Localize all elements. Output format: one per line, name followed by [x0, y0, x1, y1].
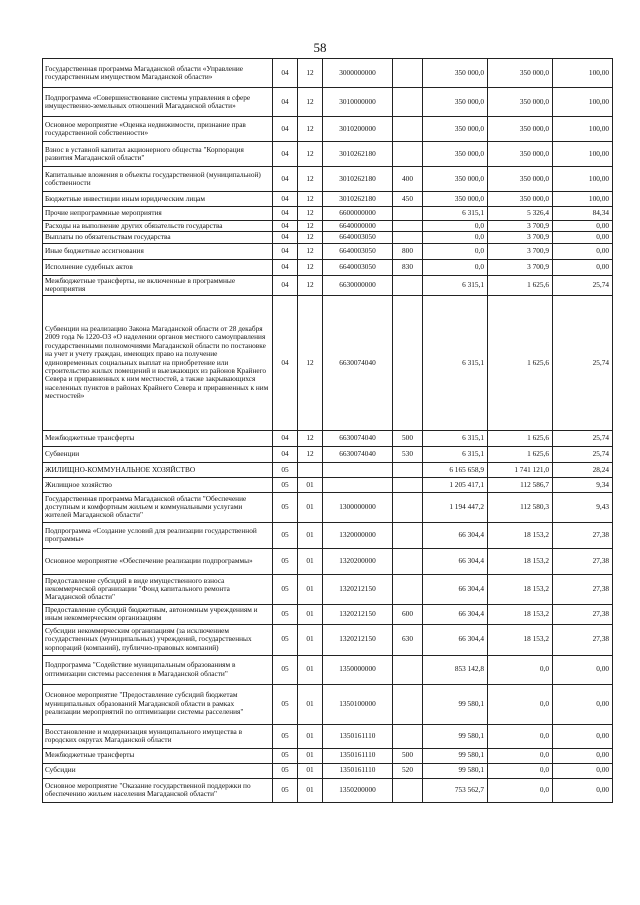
cell-name: Субвенции: [43, 446, 273, 462]
table-row: [43, 243, 613, 259]
cell-plan: 6 315,1: [423, 207, 488, 221]
cell-rz: 05: [273, 548, 298, 574]
cell-plan: 350 000,0: [423, 117, 488, 142]
cell-name: Предоставление субсидий в виде имущественного взноса некоммерческой организации "Фонд капитального ремонта Магаданской области": [43, 574, 273, 604]
cell-pct: 100,00: [553, 142, 613, 167]
cell-pct: 100,00: [553, 88, 613, 117]
cell-pr: 01: [298, 604, 323, 624]
cell-vr: 530: [393, 446, 423, 462]
table-row: [43, 724, 613, 748]
cell-name: Прочие непрограммные мероприятия: [43, 207, 273, 221]
cell-name: Жилищное хозяйство: [43, 477, 273, 492]
cell-csr: 3000000000: [323, 59, 393, 88]
cell-pr: 01: [298, 477, 323, 492]
table-row: [43, 778, 613, 802]
cell-name: Подпрограмма «Совершенствование системы управления в сфере имущественно-земельных отношений Магаданской области»: [43, 88, 273, 117]
table-row: [43, 221, 613, 232]
cell-csr: 3010000000: [323, 88, 393, 117]
cell-fact: 350 000,0: [488, 167, 553, 192]
cell-vr: [393, 778, 423, 802]
cell-name: Основное мероприятие "Оказание государственной поддержки по обеспечению жильем населения Магаданской области": [43, 778, 273, 802]
cell-fact: 0,0: [488, 684, 553, 724]
cell-csr: 6600000000: [323, 207, 393, 221]
cell-csr: 1350000000: [323, 655, 393, 684]
cell-vr: [393, 232, 423, 243]
cell-fact: 18 153,2: [488, 574, 553, 604]
cell-name: Основное мероприятие "Предоставление субсидий бюджетам муниципальных образований Магаданской области в рамках реализации мероприятий по оптимизации системы расселения": [43, 684, 273, 724]
cell-plan: 0,0: [423, 221, 488, 232]
cell-csr: 6640003050: [323, 259, 393, 275]
cell-name: Государственная программа Магаданской области "Обеспечение доступным и комфортным жильем и коммунальными услугами жителей Магаданской области": [43, 492, 273, 522]
cell-fact: 1 625,6: [488, 430, 553, 446]
cell-pr: 12: [298, 192, 323, 207]
cell-pct: 25,74: [553, 275, 613, 295]
cell-csr: [323, 477, 393, 492]
cell-name: Выплаты по обязательствам государства: [43, 232, 273, 243]
cell-name: Подпрограмма «Создание условий для реализации государственной программы»: [43, 522, 273, 548]
cell-plan: 853 142,8: [423, 655, 488, 684]
cell-plan: 6 165 658,9: [423, 462, 488, 477]
cell-pr: 12: [298, 275, 323, 295]
cell-rz: 04: [273, 88, 298, 117]
cell-fact: 3 700,9: [488, 243, 553, 259]
cell-plan: 66 304,4: [423, 548, 488, 574]
cell-pr: 01: [298, 763, 323, 778]
table-row: [43, 548, 613, 574]
cell-pr: 01: [298, 522, 323, 548]
cell-pct: 100,00: [553, 192, 613, 207]
table-row: [43, 492, 613, 522]
cell-vr: 630: [393, 624, 423, 655]
cell-fact: 1 625,6: [488, 295, 553, 430]
cell-csr: 6640000000: [323, 221, 393, 232]
cell-fact: 3 700,9: [488, 259, 553, 275]
cell-vr: 800: [393, 243, 423, 259]
cell-name: Расходы на выполнение других обязательств государства: [43, 221, 273, 232]
cell-name: Подпрограмма "Содействие муниципальным образованиям в оптимизации системы расселения в Магаданской области": [43, 655, 273, 684]
cell-vr: [393, 117, 423, 142]
cell-fact: 3 700,9: [488, 232, 553, 243]
cell-pct: 0,00: [553, 778, 613, 802]
cell-pr: 12: [298, 167, 323, 192]
cell-pr: 12: [298, 88, 323, 117]
cell-plan: 99 580,1: [423, 763, 488, 778]
cell-name: Иные бюджетные ассигнования: [43, 243, 273, 259]
cell-vr: [393, 492, 423, 522]
cell-csr: 6640003050: [323, 243, 393, 259]
cell-name: Исполнение судебных актов: [43, 259, 273, 275]
cell-plan: 350 000,0: [423, 142, 488, 167]
cell-vr: [393, 724, 423, 748]
cell-fact: 1 625,6: [488, 446, 553, 462]
cell-name: Восстановление и модернизация муниципального имущества в городских округах Магаданской области: [43, 724, 273, 748]
cell-pr: 12: [298, 295, 323, 430]
cell-plan: 6 315,1: [423, 275, 488, 295]
cell-csr: 1350161110: [323, 763, 393, 778]
cell-vr: [393, 221, 423, 232]
cell-fact: 350 000,0: [488, 117, 553, 142]
table-row: [43, 232, 613, 243]
cell-vr: [393, 655, 423, 684]
cell-rz: 04: [273, 259, 298, 275]
cell-pct: 0,00: [553, 748, 613, 763]
cell-fact: 350 000,0: [488, 88, 553, 117]
cell-csr: 1300000000: [323, 492, 393, 522]
cell-fact: 18 153,2: [488, 548, 553, 574]
table-row: [43, 655, 613, 684]
cell-plan: 1 194 447,2: [423, 492, 488, 522]
cell-pct: 9,43: [553, 492, 613, 522]
cell-pr: 01: [298, 684, 323, 724]
cell-plan: 1 205 417,1: [423, 477, 488, 492]
cell-name: Межбюджетные трансферты, не включенные в программные мероприятия: [43, 275, 273, 295]
table-row: [43, 259, 613, 275]
cell-fact: 0,0: [488, 655, 553, 684]
cell-name: Основное мероприятие «Оценка недвижимости, признание прав государственной собственности»: [43, 117, 273, 142]
cell-vr: [393, 548, 423, 574]
cell-rz: 04: [273, 117, 298, 142]
table-row: [43, 207, 613, 221]
cell-plan: 0,0: [423, 243, 488, 259]
cell-fact: 0,0: [488, 778, 553, 802]
cell-rz: 04: [273, 221, 298, 232]
cell-rz: 05: [273, 655, 298, 684]
cell-csr: 3010262180: [323, 167, 393, 192]
cell-fact: 18 153,2: [488, 604, 553, 624]
cell-vr: [393, 522, 423, 548]
cell-rz: 05: [273, 684, 298, 724]
cell-pr: 01: [298, 574, 323, 604]
cell-rz: 05: [273, 763, 298, 778]
table-row: [43, 275, 613, 295]
page-number: 58: [313, 40, 327, 55]
cell-vr: 500: [393, 748, 423, 763]
cell-rz: 05: [273, 574, 298, 604]
cell-fact: 350 000,0: [488, 142, 553, 167]
cell-name: Взнос в уставной капитал акционерного общества "Корпорация развития Магаданской области": [43, 142, 273, 167]
table-row: [43, 748, 613, 763]
budget-table: [42, 58, 613, 803]
cell-fact: 1 625,6: [488, 275, 553, 295]
cell-plan: 66 304,4: [423, 522, 488, 548]
table-row: [43, 684, 613, 724]
cell-rz: 04: [273, 207, 298, 221]
cell-pct: 100,00: [553, 167, 613, 192]
cell-pct: 27,38: [553, 574, 613, 604]
table-row: [43, 192, 613, 207]
cell-pct: 27,38: [553, 604, 613, 624]
cell-pr: 12: [298, 117, 323, 142]
cell-csr: 6630000000: [323, 275, 393, 295]
cell-vr: [393, 684, 423, 724]
table-row: [43, 59, 613, 88]
table-row: [43, 763, 613, 778]
cell-vr: 500: [393, 430, 423, 446]
cell-pr: 01: [298, 548, 323, 574]
table-row: [43, 430, 613, 446]
cell-vr: [393, 88, 423, 117]
budget-table-body: [43, 59, 613, 803]
cell-csr: 1320212150: [323, 574, 393, 604]
cell-rz: 05: [273, 522, 298, 548]
cell-rz: 04: [273, 59, 298, 88]
cell-pr: 12: [298, 446, 323, 462]
table-row: [43, 117, 613, 142]
cell-plan: 0,0: [423, 232, 488, 243]
cell-plan: 0,0: [423, 259, 488, 275]
cell-pr: 12: [298, 232, 323, 243]
cell-pct: 0,00: [553, 232, 613, 243]
cell-pr: 01: [298, 492, 323, 522]
cell-vr: 830: [393, 259, 423, 275]
cell-name: Субсидии: [43, 763, 273, 778]
cell-rz: 05: [273, 778, 298, 802]
cell-rz: 04: [273, 167, 298, 192]
cell-name: Предоставление субсидий бюджетным, автономным учреждениям и иным некоммерческим организациям: [43, 604, 273, 624]
cell-pr: 12: [298, 430, 323, 446]
cell-name: ЖИЛИЩНО-КОММУНАЛЬНОЕ ХОЗЯЙСТВО: [43, 462, 273, 477]
cell-csr: 3010262180: [323, 142, 393, 167]
cell-fact: 18 153,2: [488, 522, 553, 548]
cell-csr: 3010262180: [323, 192, 393, 207]
cell-rz: 04: [273, 192, 298, 207]
cell-plan: 99 580,1: [423, 748, 488, 763]
cell-plan: 6 315,1: [423, 446, 488, 462]
cell-pr: 12: [298, 142, 323, 167]
cell-pr: 12: [298, 259, 323, 275]
cell-vr: 400: [393, 167, 423, 192]
cell-vr: 450: [393, 192, 423, 207]
cell-name: Межбюджетные трансферты: [43, 430, 273, 446]
cell-rz: 04: [273, 446, 298, 462]
cell-fact: 1 741 121,0: [488, 462, 553, 477]
cell-csr: [323, 462, 393, 477]
cell-rz: 05: [273, 477, 298, 492]
cell-csr: 3010200000: [323, 117, 393, 142]
cell-rz: 05: [273, 724, 298, 748]
cell-plan: 350 000,0: [423, 167, 488, 192]
cell-name: Субсидии некоммерческим организациям (за исключением государственных (муниципальных) учреждений, государственных корпораций (компаний), публично-правовых компаний): [43, 624, 273, 655]
cell-fact: 0,0: [488, 763, 553, 778]
cell-plan: 350 000,0: [423, 59, 488, 88]
cell-pct: 28,24: [553, 462, 613, 477]
cell-vr: 600: [393, 604, 423, 624]
cell-pct: 0,00: [553, 259, 613, 275]
cell-vr: [393, 275, 423, 295]
cell-rz: 05: [273, 462, 298, 477]
cell-pct: 27,38: [553, 522, 613, 548]
cell-pr: 12: [298, 59, 323, 88]
cell-vr: [393, 207, 423, 221]
cell-csr: 1320000000: [323, 522, 393, 548]
table-row: [43, 522, 613, 548]
cell-rz: 05: [273, 604, 298, 624]
cell-pct: 25,74: [553, 446, 613, 462]
cell-pr: 01: [298, 724, 323, 748]
cell-pr: 01: [298, 655, 323, 684]
cell-rz: 04: [273, 142, 298, 167]
cell-fact: 18 153,2: [488, 624, 553, 655]
cell-fact: 0,0: [488, 748, 553, 763]
cell-rz: 05: [273, 492, 298, 522]
cell-pct: 84,34: [553, 207, 613, 221]
table-row: [43, 88, 613, 117]
cell-pct: 0,00: [553, 684, 613, 724]
cell-pr: 01: [298, 778, 323, 802]
cell-plan: 66 304,4: [423, 574, 488, 604]
cell-csr: 1350200000: [323, 778, 393, 802]
cell-name: Субвенции на реализацию Закона Магаданской области от 28 декабря 2009 года № 1220-ОЗ «О наделении органов местного самоуправления государственными полномочиями Магаданской области по постановке на учет и учету граждан, имеющих право на получение единовременных социальных выплат на приобретение или строительство жилых помещений и выезжающих из районов Крайнего Севера и приравненных к ним местностей, а также закрывающихся населенных пунктов в районах Крайнего Севера и приравненных к ним местностей»: [43, 295, 273, 430]
cell-rz: 04: [273, 243, 298, 259]
cell-rz: 04: [273, 275, 298, 295]
cell-pct: 9,34: [553, 477, 613, 492]
cell-pct: 100,00: [553, 59, 613, 88]
cell-vr: [393, 574, 423, 604]
cell-vr: [393, 462, 423, 477]
table-row: [43, 142, 613, 167]
cell-plan: 99 580,1: [423, 684, 488, 724]
cell-rz: 05: [273, 624, 298, 655]
cell-pr: 01: [298, 748, 323, 763]
cell-plan: 6 315,1: [423, 430, 488, 446]
table-row: [43, 167, 613, 192]
cell-pr: 01: [298, 624, 323, 655]
cell-pct: 25,74: [553, 295, 613, 430]
cell-pr: [298, 462, 323, 477]
cell-plan: 350 000,0: [423, 192, 488, 207]
cell-vr: [393, 142, 423, 167]
cell-plan: 350 000,0: [423, 88, 488, 117]
cell-pr: 12: [298, 243, 323, 259]
cell-fact: 350 000,0: [488, 192, 553, 207]
cell-pct: 0,00: [553, 763, 613, 778]
cell-pct: 0,00: [553, 243, 613, 259]
cell-vr: [393, 295, 423, 430]
cell-vr: 520: [393, 763, 423, 778]
cell-pct: 25,74: [553, 430, 613, 446]
table-row: [43, 624, 613, 655]
cell-pct: 0,00: [553, 655, 613, 684]
cell-pct: 27,38: [553, 624, 613, 655]
table-row: [43, 295, 613, 430]
cell-vr: [393, 59, 423, 88]
table-row: [43, 574, 613, 604]
cell-rz: 04: [273, 430, 298, 446]
cell-pct: 0,00: [553, 221, 613, 232]
cell-csr: 1350100000: [323, 684, 393, 724]
cell-csr: 6630074040: [323, 295, 393, 430]
cell-csr: 1320212150: [323, 604, 393, 624]
cell-vr: [393, 477, 423, 492]
cell-csr: 1320200000: [323, 548, 393, 574]
cell-csr: 6630074040: [323, 446, 393, 462]
cell-fact: 3 700,9: [488, 221, 553, 232]
cell-rz: 05: [273, 748, 298, 763]
cell-name: Бюджетные инвестиции иным юридическим лицам: [43, 192, 273, 207]
cell-name: Государственная программа Магаданской области «Управление государственным имуществом Магаданской области»: [43, 59, 273, 88]
cell-pct: 27,38: [553, 548, 613, 574]
cell-csr: 1350161110: [323, 724, 393, 748]
table-row: [43, 604, 613, 624]
cell-fact: 112 586,7: [488, 477, 553, 492]
cell-pr: 12: [298, 221, 323, 232]
cell-plan: 6 315,1: [423, 295, 488, 430]
cell-name: Межбюджетные трансферты: [43, 748, 273, 763]
cell-fact: 112 580,3: [488, 492, 553, 522]
cell-plan: 66 304,4: [423, 604, 488, 624]
table-row: [43, 446, 613, 462]
cell-plan: 66 304,4: [423, 624, 488, 655]
table-row: [43, 462, 613, 477]
cell-pct: 0,00: [553, 724, 613, 748]
cell-rz: 04: [273, 295, 298, 430]
cell-plan: 753 562,7: [423, 778, 488, 802]
table-row: [43, 477, 613, 492]
cell-plan: 99 580,1: [423, 724, 488, 748]
cell-csr: 6640003050: [323, 232, 393, 243]
cell-csr: 1350161110: [323, 748, 393, 763]
cell-name: Капитальные вложения в объекты государственной (муниципальной) собственности: [43, 167, 273, 192]
cell-rz: 04: [273, 232, 298, 243]
cell-fact: 350 000,0: [488, 59, 553, 88]
cell-pct: 100,00: [553, 117, 613, 142]
cell-csr: 1320212150: [323, 624, 393, 655]
cell-fact: 0,0: [488, 724, 553, 748]
cell-pr: 12: [298, 207, 323, 221]
cell-fact: 5 326,4: [488, 207, 553, 221]
cell-name: Основное мероприятие «Обеспечение реализации подпрограммы»: [43, 548, 273, 574]
cell-csr: 6630074040: [323, 430, 393, 446]
